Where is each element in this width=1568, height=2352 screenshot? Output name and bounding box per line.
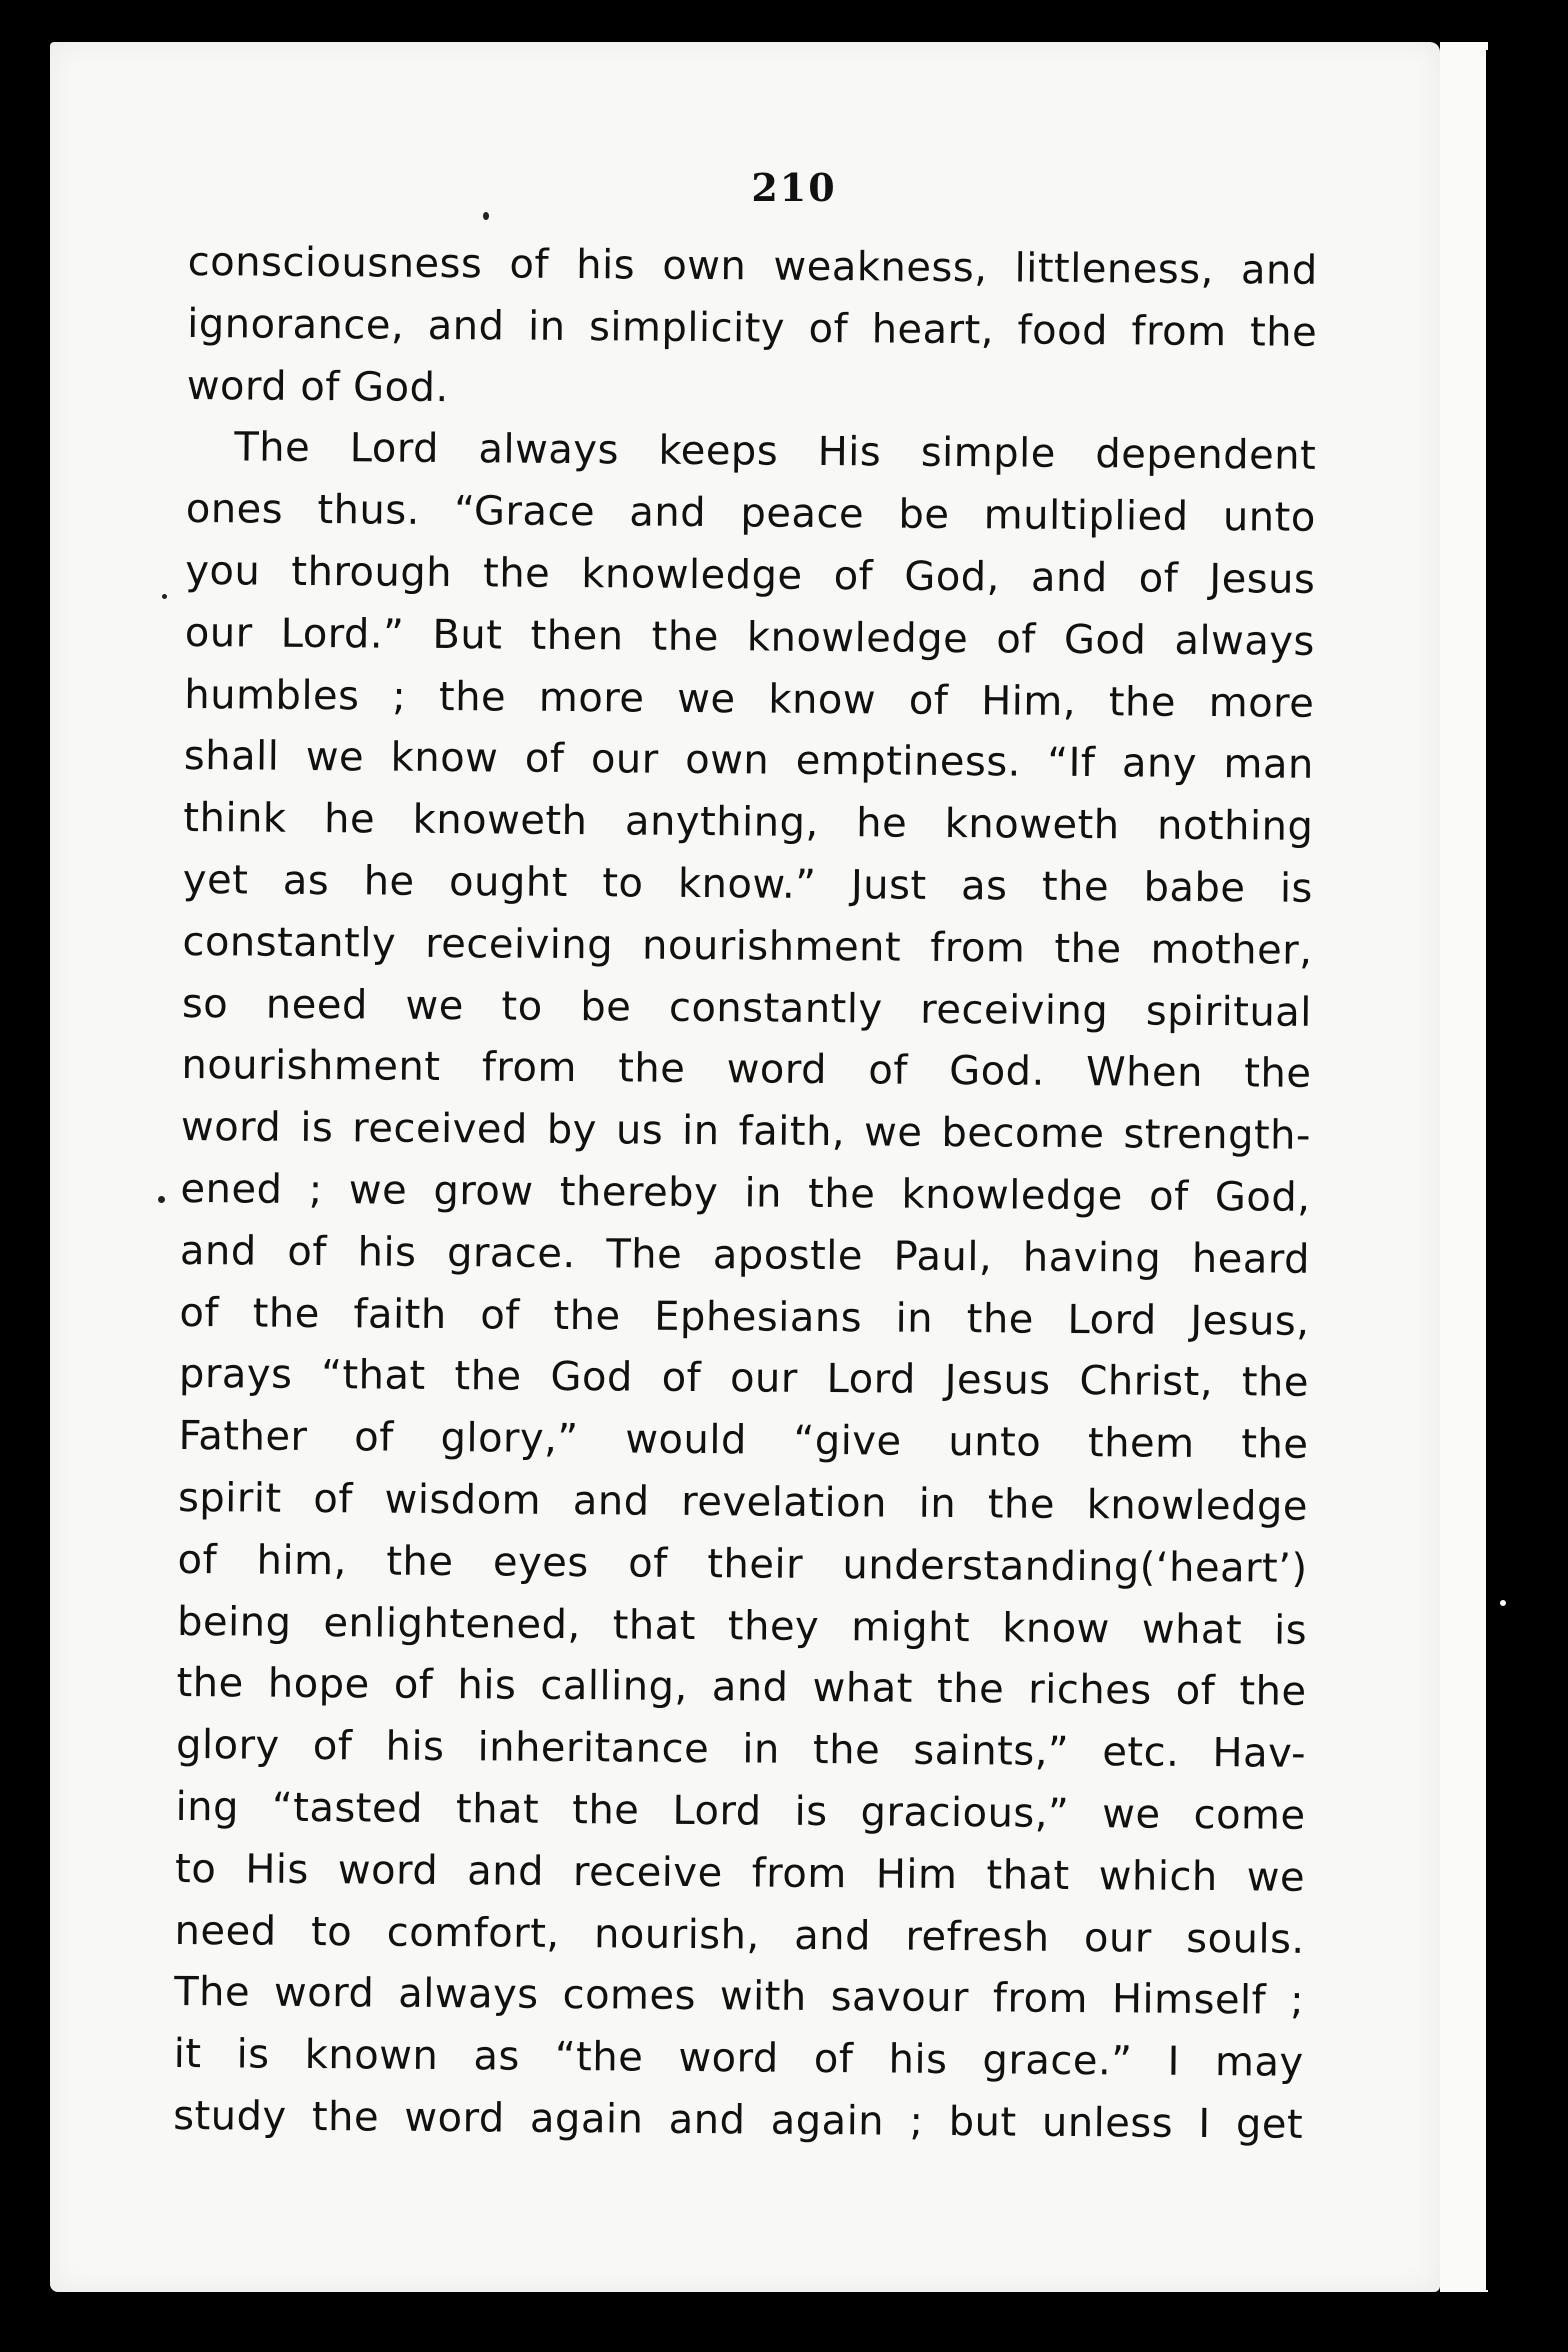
scan-speck (158, 1196, 165, 1203)
text-line: you through the knowledge of God, and of Jesus (185, 547, 1316, 603)
text-line: of the faith of the Ephesians in the Lord Jesus, (179, 1289, 1310, 1345)
text-line: spirit of wisdom and revelation in the knowledge (177, 1474, 1309, 1530)
text-line: ened ; we grow thereby in the knowledge of God, (180, 1165, 1311, 1221)
text-line: glory of his inheritance in the saints,” etc. Hav- (175, 1722, 1307, 1777)
text-line: it is known as “the word of his grace.” I may (173, 2031, 1304, 2086)
text-line: word is received by us in faith, we become strength- (180, 1104, 1312, 1160)
text-line: shall we know of our own emptiness. “If any man (183, 733, 1315, 789)
text-line: and of his grace. The apostle Paul, having heard (179, 1227, 1311, 1283)
scan-speck (1500, 1600, 1506, 1606)
text-line: our Lord.” But then the knowledge of God always (184, 609, 1315, 665)
text-line: the hope of his calling, and what the riches of the (176, 1660, 1307, 1716)
text-line: constantly receiving nourishment from the mother, (182, 918, 1313, 974)
text-line: humbles ; the more we know of Him, the more (184, 671, 1315, 727)
text-line: so need we to be constantly receiving spiritual (181, 980, 1313, 1036)
text-line: to His word and receive from Him that which we (174, 1845, 1306, 1901)
text-line: yet as he ought to know.” Just as the babe is (182, 856, 1314, 912)
text-line: of him, the eyes of their understanding(‘heart’) (177, 1536, 1308, 1592)
text-line: word of God. (186, 362, 449, 411)
body-text (173, 232, 1318, 2157)
text-line: nourishment from the word of God. When the (181, 1042, 1312, 1098)
text-line: need to comfort, nourish, and refresh our souls. (174, 1907, 1305, 1963)
text-line: ones thus. “Grace and peace be multiplied unto (185, 486, 1316, 542)
text-line: think he knoweth anything, he knoweth nothing (183, 795, 1314, 851)
scan-speck (483, 212, 489, 220)
scan-speck (162, 594, 167, 599)
text-line: prays “that the God of our Lord Jesus Christ, the (178, 1351, 1310, 1407)
text-line: consciousness of his own weakness, littleness, and (187, 238, 1318, 294)
text-line: study the word again and again ; but unless I get (173, 2092, 1304, 2148)
text-line: ing “tasted that the Lord is gracious,” we come (175, 1783, 1306, 1839)
page-number: 210 (751, 165, 837, 210)
binding-edge (1486, 50, 1500, 2290)
text-line: The Lord always keeps His simple dependent (234, 424, 1317, 480)
text-line: The word always comes with savour from Himself ; (173, 1969, 1305, 2025)
text-line: being enlightened, that they might know what is (176, 1598, 1308, 1654)
page-gutter (1440, 42, 1488, 2292)
text-line: ignorance, and in simplicity of heart, food from the (187, 300, 1318, 356)
text-line: Father of glory,” would “give unto them the (178, 1413, 1309, 1468)
